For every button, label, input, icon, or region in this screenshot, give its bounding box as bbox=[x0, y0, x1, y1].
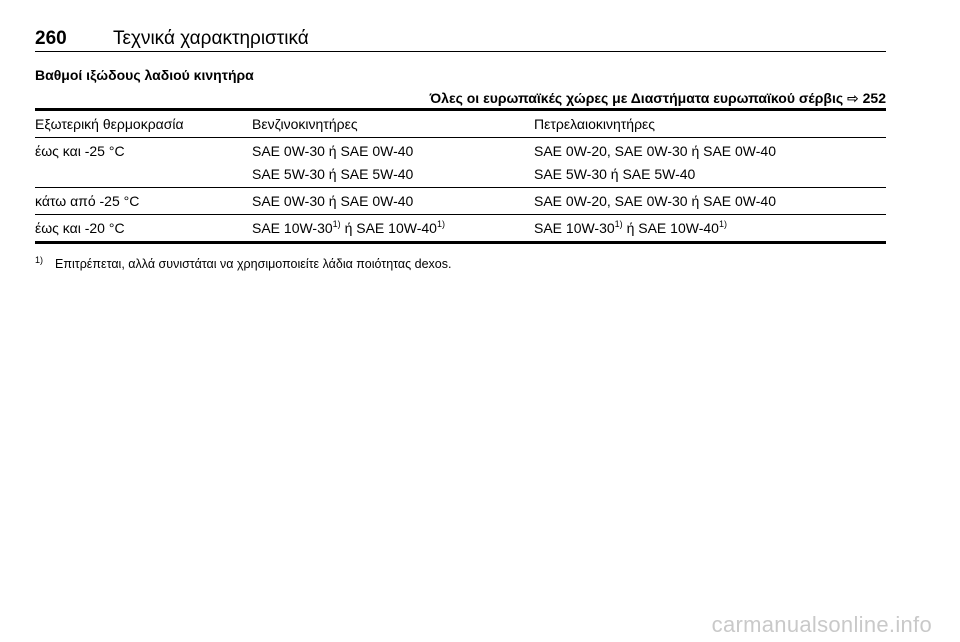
temperature-cell: κάτω από -25 °C bbox=[35, 193, 140, 209]
table-caption bbox=[35, 90, 886, 107]
page-number: 260 bbox=[35, 28, 67, 49]
footnote-ref: 1) bbox=[718, 219, 727, 229]
temperature-cell: έως και -25 °C bbox=[35, 143, 125, 159]
table-row bbox=[35, 188, 886, 215]
footnote-ref: 1) bbox=[332, 219, 341, 229]
column-header-outside-temperature: Εξωτερική θερμοκρασία bbox=[35, 116, 184, 132]
footnote-ref: 1) bbox=[614, 219, 623, 229]
site-watermark: carmanualsonline.info bbox=[711, 612, 932, 637]
footnote-ref: 1) bbox=[436, 219, 445, 229]
chapter-title: Τεχνικά χαρακτηριστικά bbox=[113, 28, 309, 49]
table-row bbox=[35, 215, 886, 243]
footnote-text: Επιτρέπεται, αλλά συνιστάται να χρησιμοποιείτε λάδια ποιότητας dexos. bbox=[55, 257, 452, 271]
table-row bbox=[35, 138, 886, 188]
oil-viscosity-table bbox=[35, 108, 886, 244]
caption-text: Όλες οι ευρωπαϊκές χώρες με Διαστήματα ευρωπαϊκού σέρβις bbox=[429, 90, 844, 106]
diesel-cell: SAE 0W-20, SAE 0W-30 ή SAE 0W-40 SAE 5W-30 ή SAE 5W-40 bbox=[534, 143, 776, 182]
diesel-cell: SAE 0W-20, SAE 0W-30 ή SAE 0W-40 bbox=[534, 193, 776, 209]
column-header-diesel-engines: Πετρελαιοκινητήρες bbox=[534, 116, 656, 132]
petrol-cell: SAE 0W-30 ή SAE 0W-40 SAE 5W-30 ή SAE 5W-40 bbox=[252, 143, 414, 182]
column-header-petrol-engines: Βενζινοκινητήρες bbox=[252, 116, 358, 132]
footnote-mark: 1) bbox=[35, 255, 44, 265]
section-title: Βαθμοί ιξώδους λαδιού κινητήρα bbox=[35, 67, 254, 83]
footnote bbox=[35, 255, 451, 271]
caption-page-ref[interactable]: 252 bbox=[862, 90, 886, 106]
page-reference-arrow-icon: ⇨ bbox=[847, 90, 859, 106]
page-header bbox=[35, 25, 886, 52]
petrol-cell: SAE 0W-30 ή SAE 0W-40 bbox=[252, 193, 414, 209]
petrol-cell: SAE 10W-30$^{1)}$ ή SAE 10W-40$^{1)}$ bbox=[252, 219, 445, 236]
diesel-cell: SAE 10W-30$^{1)}$ ή SAE 10W-40$^{1)}$ bbox=[534, 219, 727, 236]
temperature-cell: έως και -20 °C bbox=[35, 220, 125, 236]
table-header-row bbox=[35, 110, 886, 138]
